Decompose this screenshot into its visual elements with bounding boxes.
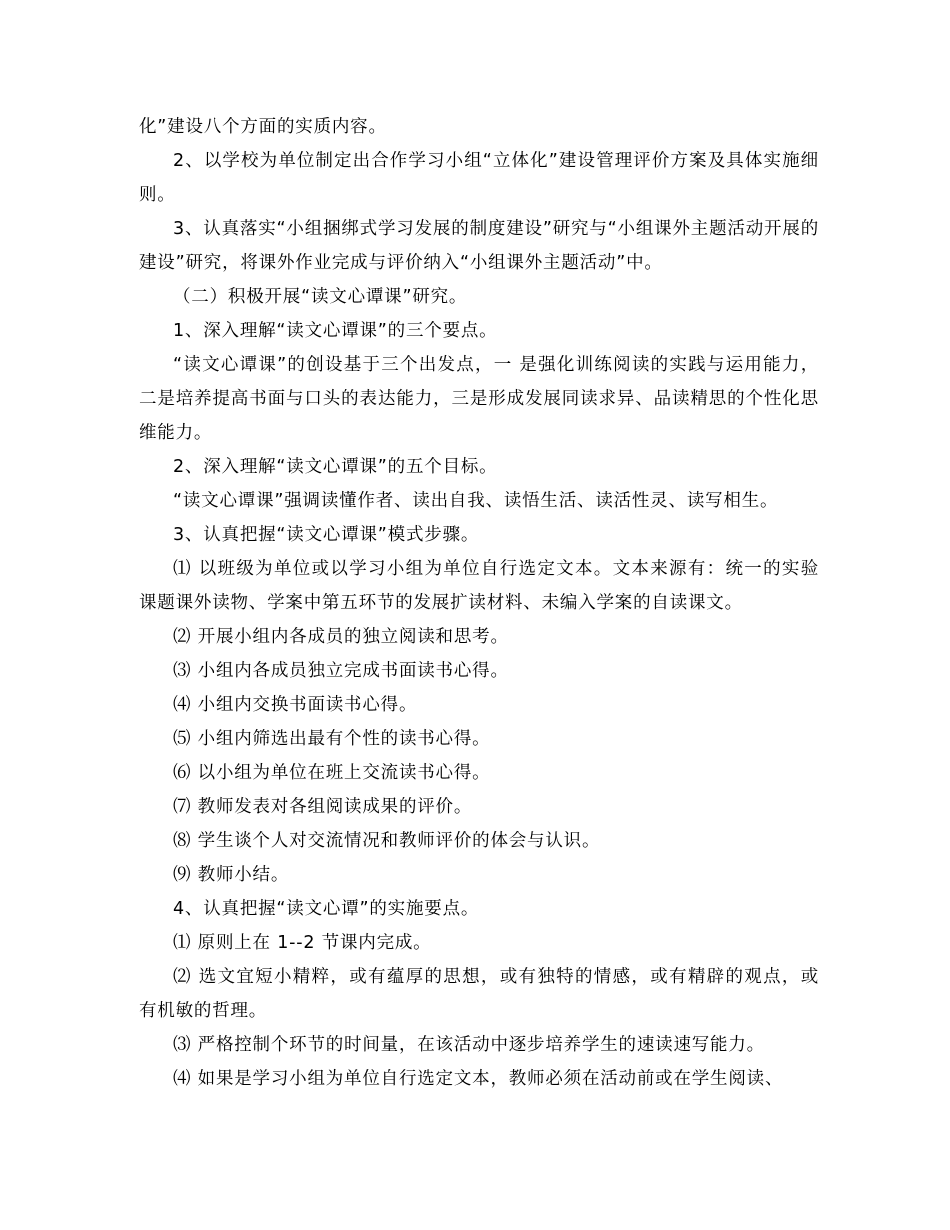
paragraph-6: “读文心谭课”的创设基于三个出发点，一 是强化训练阅读的实践与运用能力，二是培养提高书面与口头的表达能力，三是形成发展同读求异、品读精思的个性化思维能力。 bbox=[139, 355, 819, 443]
step-6: ⑹ 以小组为单位在班上交流读书心得。 bbox=[173, 763, 491, 783]
step-2: ⑵ 开展小组内各成员的独立阅读和思考。 bbox=[173, 627, 509, 647]
point-3: ⑶ 严格控制个环节的时间量，在该活动中逐步培养学生的速读速写能力。 bbox=[173, 1035, 765, 1055]
paragraph-9: 3、认真把握“读文心谭课”模式步骤。 bbox=[173, 525, 480, 545]
step-3: ⑶ 小组内各成员独立完成书面读书心得。 bbox=[173, 661, 509, 681]
paragraph-3: 3、认真落实“小组捆绑式学习发展的制度建设”研究与“小组课外主题活动开展的建设”研究，将课外作业完成与评价纳入“小组课外主题活动”中。 bbox=[139, 219, 819, 273]
step-9: ⑼ 教师小结。 bbox=[173, 865, 290, 885]
point-4: ⑷ 如果是学习小组为单位自行选定文本，教师必须在活动前或在学生阅读、 bbox=[173, 1069, 784, 1089]
paragraph-1: 化”建设八个方面的实质内容。 bbox=[139, 117, 387, 137]
step-7: ⑺ 教师发表对各组阅读成果的评价。 bbox=[173, 797, 473, 817]
paragraph-8: “读文心谭课”强调读懂作者、读出自我、读悟生活、读活性灵、读写相生。 bbox=[173, 491, 779, 511]
paragraph-2: 2、以学校为单位制定出合作学习小组“立体化”建设管理评价方案及具体实施细则。 bbox=[139, 151, 819, 205]
step-5: ⑸ 小组内筛选出最有个性的读书心得。 bbox=[173, 729, 491, 749]
step-1: ⑴ 以班级为单位或以学习小组为单位自行选定文本。文本来源有：统一的实验课题课外读物、学案中第五环节的发展扩读材料、未编入学案的自读课文。 bbox=[139, 559, 819, 613]
paragraph-7: 2、深入理解“读文心谭课”的五个目标。 bbox=[173, 457, 498, 477]
paragraph-5: 1、深入理解“读文心谭课”的三个要点。 bbox=[173, 321, 498, 341]
point-1: ⑴ 原则上在 1--2 节课内完成。 bbox=[173, 933, 432, 953]
section-heading-2: （二）积极开展“读文心谭课”研究。 bbox=[173, 287, 468, 307]
paragraph-19: 4、认真把握“读文心谭”的实施要点。 bbox=[173, 899, 480, 919]
step-4: ⑷ 小组内交换书面读书心得。 bbox=[173, 695, 418, 715]
step-8: ⑻ 学生谈个人对交流情况和教师评价的体会与认识。 bbox=[173, 831, 601, 851]
point-2: ⑵ 选文宜短小精粹，或有蕴厚的思想，或有独特的情感，或有精辟的观点，或有机敏的哲理。 bbox=[139, 967, 819, 1021]
document-body bbox=[139, 110, 819, 1096]
